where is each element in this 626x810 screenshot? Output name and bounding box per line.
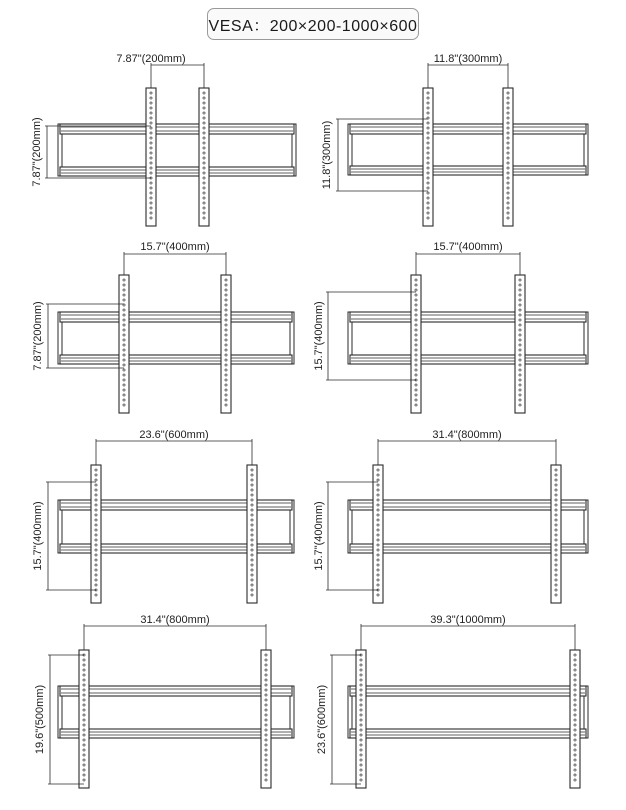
width-dimension-label: 7.87"(200mm) [116, 53, 186, 65]
vesa-panel-6 [313, 429, 588, 603]
width-dimension-label: 39.3"(1000mm) [430, 614, 506, 626]
height-dimension-label: 15.7"(400mm) [313, 501, 325, 571]
frame-rail-top [350, 312, 586, 322]
frame-rail-top [60, 124, 294, 134]
width-dimension-label: 31.4"(800mm) [432, 429, 502, 441]
vesa-panel-2 [321, 53, 588, 226]
width-dimension-label: 23.6"(600mm) [139, 429, 209, 441]
width-dimension-label: 15.7"(400mm) [140, 241, 210, 253]
height-dimension-label: 7.87"(200mm) [32, 301, 44, 371]
height-dimension-label: 23.6"(600mm) [316, 684, 328, 755]
vesa-panel-4 [313, 241, 588, 413]
frame-rail-top [350, 124, 586, 134]
width-dimension-label: 15.7"(400mm) [433, 241, 503, 253]
vesa-title: VESA：200×200-1000×600 [207, 8, 419, 40]
frame-rail-bottom [60, 167, 294, 176]
frame-rail-top [60, 312, 292, 322]
frame-rail-bottom [60, 355, 292, 364]
frame-rail-bottom [350, 355, 586, 364]
vesa-panel-8 [316, 614, 588, 788]
frame-rail-top [60, 686, 292, 696]
frame-rail-top [350, 686, 586, 696]
width-dimension-label: 11.8"(300mm) [433, 53, 503, 65]
vesa-panel-7 [34, 614, 294, 788]
frame-rail-bottom [350, 729, 586, 738]
frame-rail-bottom [350, 166, 586, 175]
height-dimension-label: 19.6"(500mm) [34, 684, 46, 755]
vesa-panel-1 [31, 53, 296, 226]
height-dimension-label: 15.7"(400mm) [313, 301, 325, 371]
height-dimension-label: 11.8"(300mm) [321, 120, 333, 190]
vesa-panel-5 [32, 429, 294, 603]
vesa-panel-3 [32, 241, 294, 413]
frame-rail-bottom [60, 729, 292, 738]
width-dimension-label: 31.4"(800mm) [140, 614, 210, 626]
height-dimension-label: 7.87"(200mm) [31, 117, 43, 187]
height-dimension-label: 15.7"(400mm) [32, 501, 44, 571]
